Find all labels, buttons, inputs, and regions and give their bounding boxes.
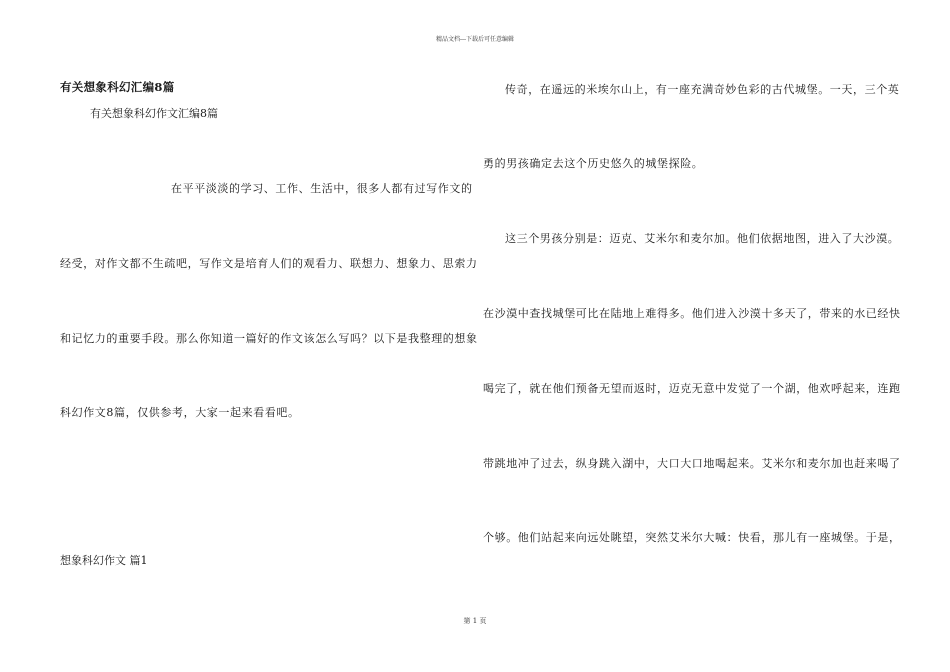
left-paragraph-line: 和记忆力的重要手段。那么你知道一篇好的作文该怎么写吗？以下是我整理的想象 — [60, 332, 478, 345]
page-header-note: 精品文档---下载后可任意编辑 — [435, 36, 515, 43]
right-paragraph-line: 传奇，在遥远的米埃尔山上，有一座充满奇妙色彩的古代城堡。一天，三个英 — [505, 83, 900, 96]
right-paragraph-line: 在沙漠中查找城堡可比在陆地上难得多。他们进入沙漠十多天了，带来的水已经快 — [483, 307, 901, 320]
right-paragraph-line: 喝完了，就在他们预备无望而返时，迈克无意中发觉了一个湖，他欢呼起来，连跑 — [483, 382, 901, 395]
document-subtitle: 有关想象科幻作文汇编8篇 — [90, 107, 218, 120]
document-title: 有关想象科幻汇编8篇 — [60, 80, 175, 94]
right-paragraph-line: 个够。他们站起来向远处眺望，突然艾米尔大喊：快看，那儿有一座城堡。于是， — [483, 531, 901, 544]
page-number: 第 1 页 — [463, 617, 487, 625]
right-paragraph-line: 勇的男孩确定去这个历史悠久的城堡探险。 — [483, 157, 704, 170]
right-paragraph-line: 带跳地冲了过去，纵身跳入湖中，大口大口地喝起来。艾米尔和麦尔加也赶来喝了 — [483, 457, 901, 470]
left-paragraph-line: 科幻作文8篇，仅供参考，大家一起来看看吧。 — [60, 406, 300, 419]
left-paragraph-line: 在平平淡淡的学习、工作、生活中，很多人都有过写作文的 — [171, 182, 473, 195]
section-heading: 想象科幻作文 篇1 — [60, 554, 148, 567]
left-paragraph-line: 经受，对作文都不生疏吧，写作文是培育人们的观看力、联想力、想象力、思索力 — [60, 257, 478, 270]
right-paragraph-line: 这三个男孩分别是：迈克、艾米尔和麦尔加。他们依据地图，进入了大沙漠。 — [505, 232, 900, 245]
